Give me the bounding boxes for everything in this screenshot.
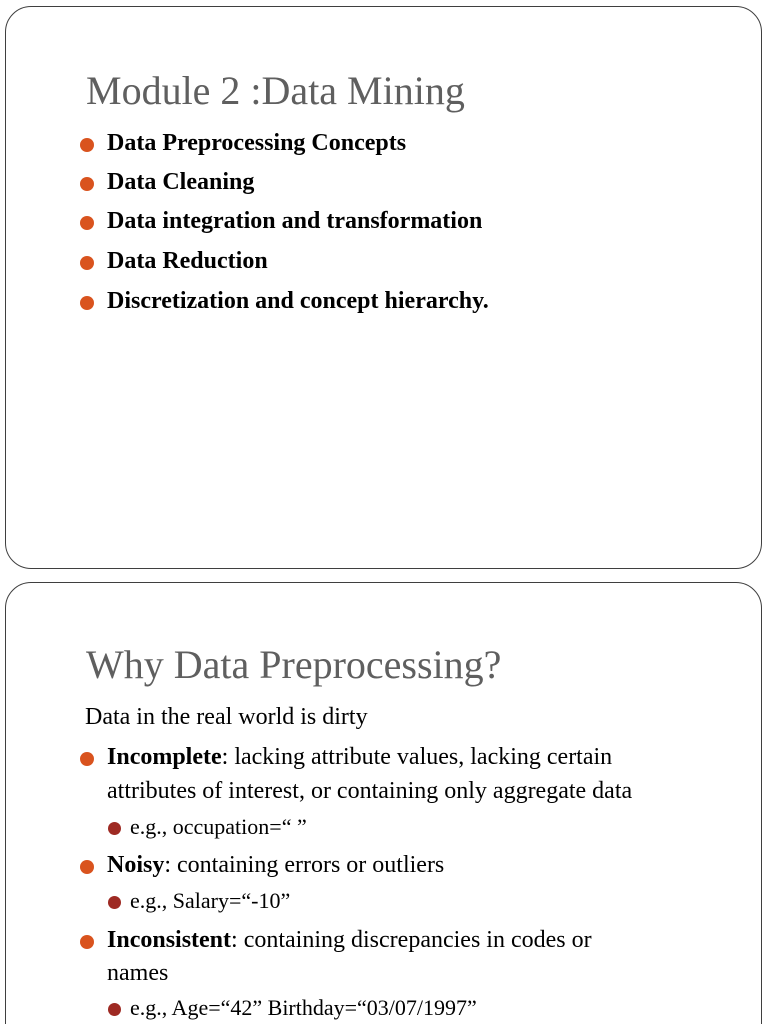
slide-title: Why Data Preprocessing? (86, 642, 502, 687)
bullet-dot-icon (80, 138, 94, 152)
slide-title: Module 2 :Data Mining (86, 68, 465, 113)
issue-term: Incomplete (107, 744, 222, 770)
list-item-text: Discretization and concept hierarchy. (107, 288, 489, 314)
list-item-continuation (107, 775, 632, 808)
bullet-dot-icon (80, 256, 94, 270)
list-item-text: Data integration and transformation (107, 208, 483, 234)
list-item-incomplete (107, 741, 612, 774)
bullet-dot-icon (80, 177, 94, 191)
example-text: e.g., occupation=“ ” (130, 814, 307, 839)
issue-description: : containing errors or outliers (164, 852, 445, 878)
bullet-dot-icon (80, 296, 94, 310)
list-item-continuation (107, 957, 168, 990)
issue-description-continued: attributes of interest, or containing only aggregate data (107, 778, 633, 804)
example-item (130, 886, 290, 916)
list-item-inconsistent (107, 924, 592, 957)
slide-why-preprocessing (5, 582, 762, 1024)
list-item (107, 285, 489, 318)
list-item (107, 245, 268, 278)
bullet-dot-icon (80, 860, 94, 874)
list-item-text: Data Reduction (107, 248, 268, 274)
list-item (107, 205, 482, 238)
sub-bullet-dot-icon (108, 822, 121, 835)
intro-text: Data in the real world is dirty (85, 704, 368, 730)
sub-bullet-dot-icon (108, 896, 121, 909)
issue-term: Noisy (107, 852, 165, 878)
list-item (107, 166, 254, 199)
example-item (130, 993, 477, 1023)
list-item-text: Data Cleaning (107, 169, 255, 195)
example-item (130, 812, 307, 842)
example-text: e.g., Age=“42” Birthday=“03/07/1997” (130, 995, 477, 1020)
list-item-text: Data Preprocessing Concepts (107, 130, 407, 156)
list-item (107, 127, 406, 160)
bullet-dot-icon (80, 935, 94, 949)
example-text: e.g., Salary=“-10” (130, 888, 291, 913)
list-item-noisy (107, 849, 444, 882)
issue-description-continued: names (107, 960, 169, 986)
issue-description: : containing discrepancies in codes or (231, 927, 592, 953)
bullet-dot-icon (80, 752, 94, 766)
sub-bullet-dot-icon (108, 1003, 121, 1016)
bullet-dot-icon (80, 216, 94, 230)
issue-term: Inconsistent (107, 927, 232, 953)
issue-description: : lacking attribute values, lacking certain (221, 744, 613, 770)
slide-module-overview (5, 6, 762, 569)
